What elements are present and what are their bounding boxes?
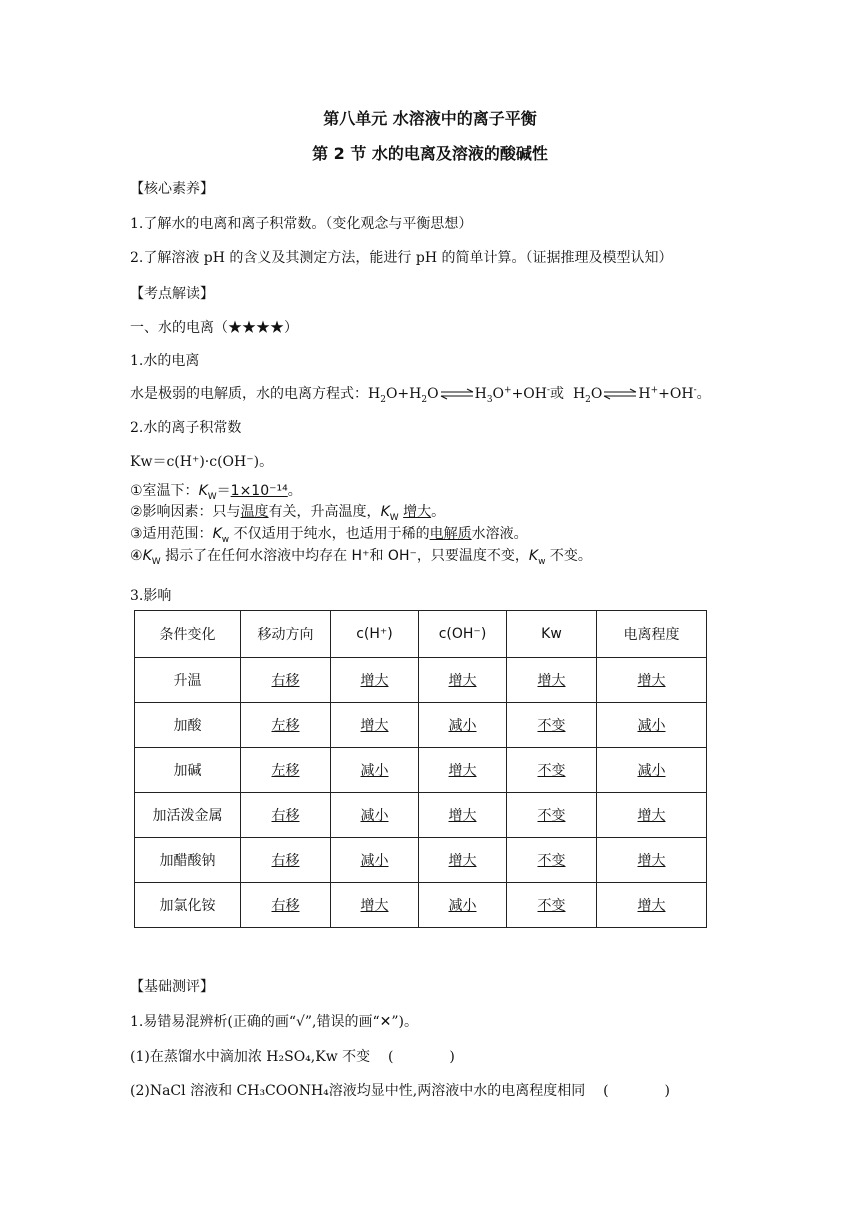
table-cell: 减小 <box>331 748 419 793</box>
ionization-or: 或 <box>550 386 565 402</box>
table-row <box>135 748 707 793</box>
kw-item-1: ①室温下：$K_W=1\times 10^{-14}$。 <box>130 483 302 502</box>
core-literacy-item-2: 2.了解溶液 pH 的含义及其测定方法，能进行 pH 的简单计算。（证据推理及模型认知） <box>130 250 673 266</box>
table-row <box>135 838 707 883</box>
table-header: 条件变化 <box>135 611 241 658</box>
table-cell: 增大 <box>419 658 507 703</box>
table-header-row <box>135 611 707 658</box>
equilibrium-arrow-icon <box>439 387 475 401</box>
table-cell: 加醋酸钠 <box>135 838 241 883</box>
table-cell: 增大 <box>507 658 597 703</box>
sub-heading-influence: 3.影响 <box>130 588 172 604</box>
table-cell: 减小 <box>331 793 419 838</box>
kw-item-2: ②影响因素：只与温度有关，升高温度，$K_W$ 增大。 <box>130 504 446 523</box>
question-1: 1.易错易混辨析(正确的画“√”,错误的画“✕”)。 <box>130 1014 419 1030</box>
table-cell: 增大 <box>597 883 707 928</box>
table-cell: 不变 <box>507 793 597 838</box>
equilibrium-arrow-icon <box>602 387 638 401</box>
table-row <box>135 793 707 838</box>
core-literacy-item-1: 1.了解水的电离和离子积常数。（变化观念与平衡思想） <box>130 216 473 232</box>
question-1-2: (2)NaCl 溶液和 CH₃COONH₄溶液均显中性,两溶液中水的电离程度相同 ( ) <box>130 1083 670 1099</box>
section-title: 第 2 节 水的电离及溶液的酸碱性 <box>312 144 548 163</box>
table-cell: 增大 <box>419 748 507 793</box>
answer-bracket[interactable]: ( ) <box>387 1049 455 1065</box>
core-literacy-heading: 【核心素养】 <box>130 181 214 197</box>
table-cell: 减小 <box>597 748 707 793</box>
kw-room-temp-value: 1×10⁻¹⁴ <box>230 483 288 499</box>
table-cell: 增大 <box>419 838 507 883</box>
table-cell: 加活泼金属 <box>135 793 241 838</box>
table-cell: 不变 <box>507 703 597 748</box>
table-cell: 增大 <box>597 658 707 703</box>
table-cell: 增大 <box>331 658 419 703</box>
table-cell: 左移 <box>241 748 331 793</box>
influence-table <box>134 610 707 928</box>
table-row <box>135 883 707 928</box>
table-row <box>135 658 707 703</box>
table-row <box>135 703 707 748</box>
table-header: 移动方向 <box>241 611 331 658</box>
question-1-1: (1)在蒸馏水中滴加浓 H₂SO₄,Kw 不变 ( ) <box>130 1049 455 1065</box>
table-cell: 增大 <box>597 838 707 883</box>
ionization-prefix: 水是极弱的电解质，水的电离方程式： <box>130 386 368 402</box>
sub-heading-kw: 2.水的离子积常数 <box>130 420 242 436</box>
table-cell: 右移 <box>241 658 331 703</box>
table-cell: 加酸 <box>135 703 241 748</box>
table-cell: 右移 <box>241 883 331 928</box>
answer-bracket[interactable]: ( ) <box>603 1083 670 1099</box>
table-cell: 左移 <box>241 703 331 748</box>
exam-points-heading: 【考点解读】 <box>130 286 214 302</box>
kw-item-4: $④K_W$ 揭示了在任何水溶液中均存在 H⁺和 OH⁻，只要温度不变，$K_w$ 不变。 <box>130 548 592 567</box>
table-cell: 不变 <box>507 748 597 793</box>
table-cell: 增大 <box>597 793 707 838</box>
table-cell: 加碱 <box>135 748 241 793</box>
table-cell: 不变 <box>507 838 597 883</box>
table-cell: 增大 <box>331 703 419 748</box>
table-header: c(H⁺) <box>331 611 419 658</box>
table-cell: 增大 <box>419 793 507 838</box>
kw-definition: Kw＝c(H⁺)·c(OH⁻)。 <box>130 454 274 470</box>
table-cell: 右移 <box>241 838 331 883</box>
table-cell: 增大 <box>331 883 419 928</box>
unit-title: 第八单元 水溶液中的离子平衡 <box>323 109 537 128</box>
table-cell: 不变 <box>507 883 597 928</box>
table-cell: 右移 <box>241 793 331 838</box>
table-cell: 升温 <box>135 658 241 703</box>
table-cell: 减小 <box>331 838 419 883</box>
table-cell: 减小 <box>419 883 507 928</box>
table-cell: 减小 <box>597 703 707 748</box>
part-1-heading: 一、水的电离（★★★★） <box>130 320 298 336</box>
table-header: Kw <box>507 611 597 658</box>
table-cell: 减小 <box>419 703 507 748</box>
table-header: c(OH⁻) <box>419 611 507 658</box>
kw-item-3: ③适用范围：$K_w$ 不仅适用于纯水，也适用于稀的电解质水溶液。 <box>130 526 528 545</box>
table-cell: 加氯化铵 <box>135 883 241 928</box>
sub-heading-ionization: 1.水的电离 <box>130 353 200 369</box>
table-header: 电离程度 <box>597 611 707 658</box>
ionization-equation: 水是极弱的电解质，水的电离方程式：$H_2O+H_2O$ $H_3O^++OH^-$或 $H_2O$ H++OH-。 <box>130 385 711 405</box>
basic-eval-heading: 【基础测评】 <box>130 979 214 995</box>
